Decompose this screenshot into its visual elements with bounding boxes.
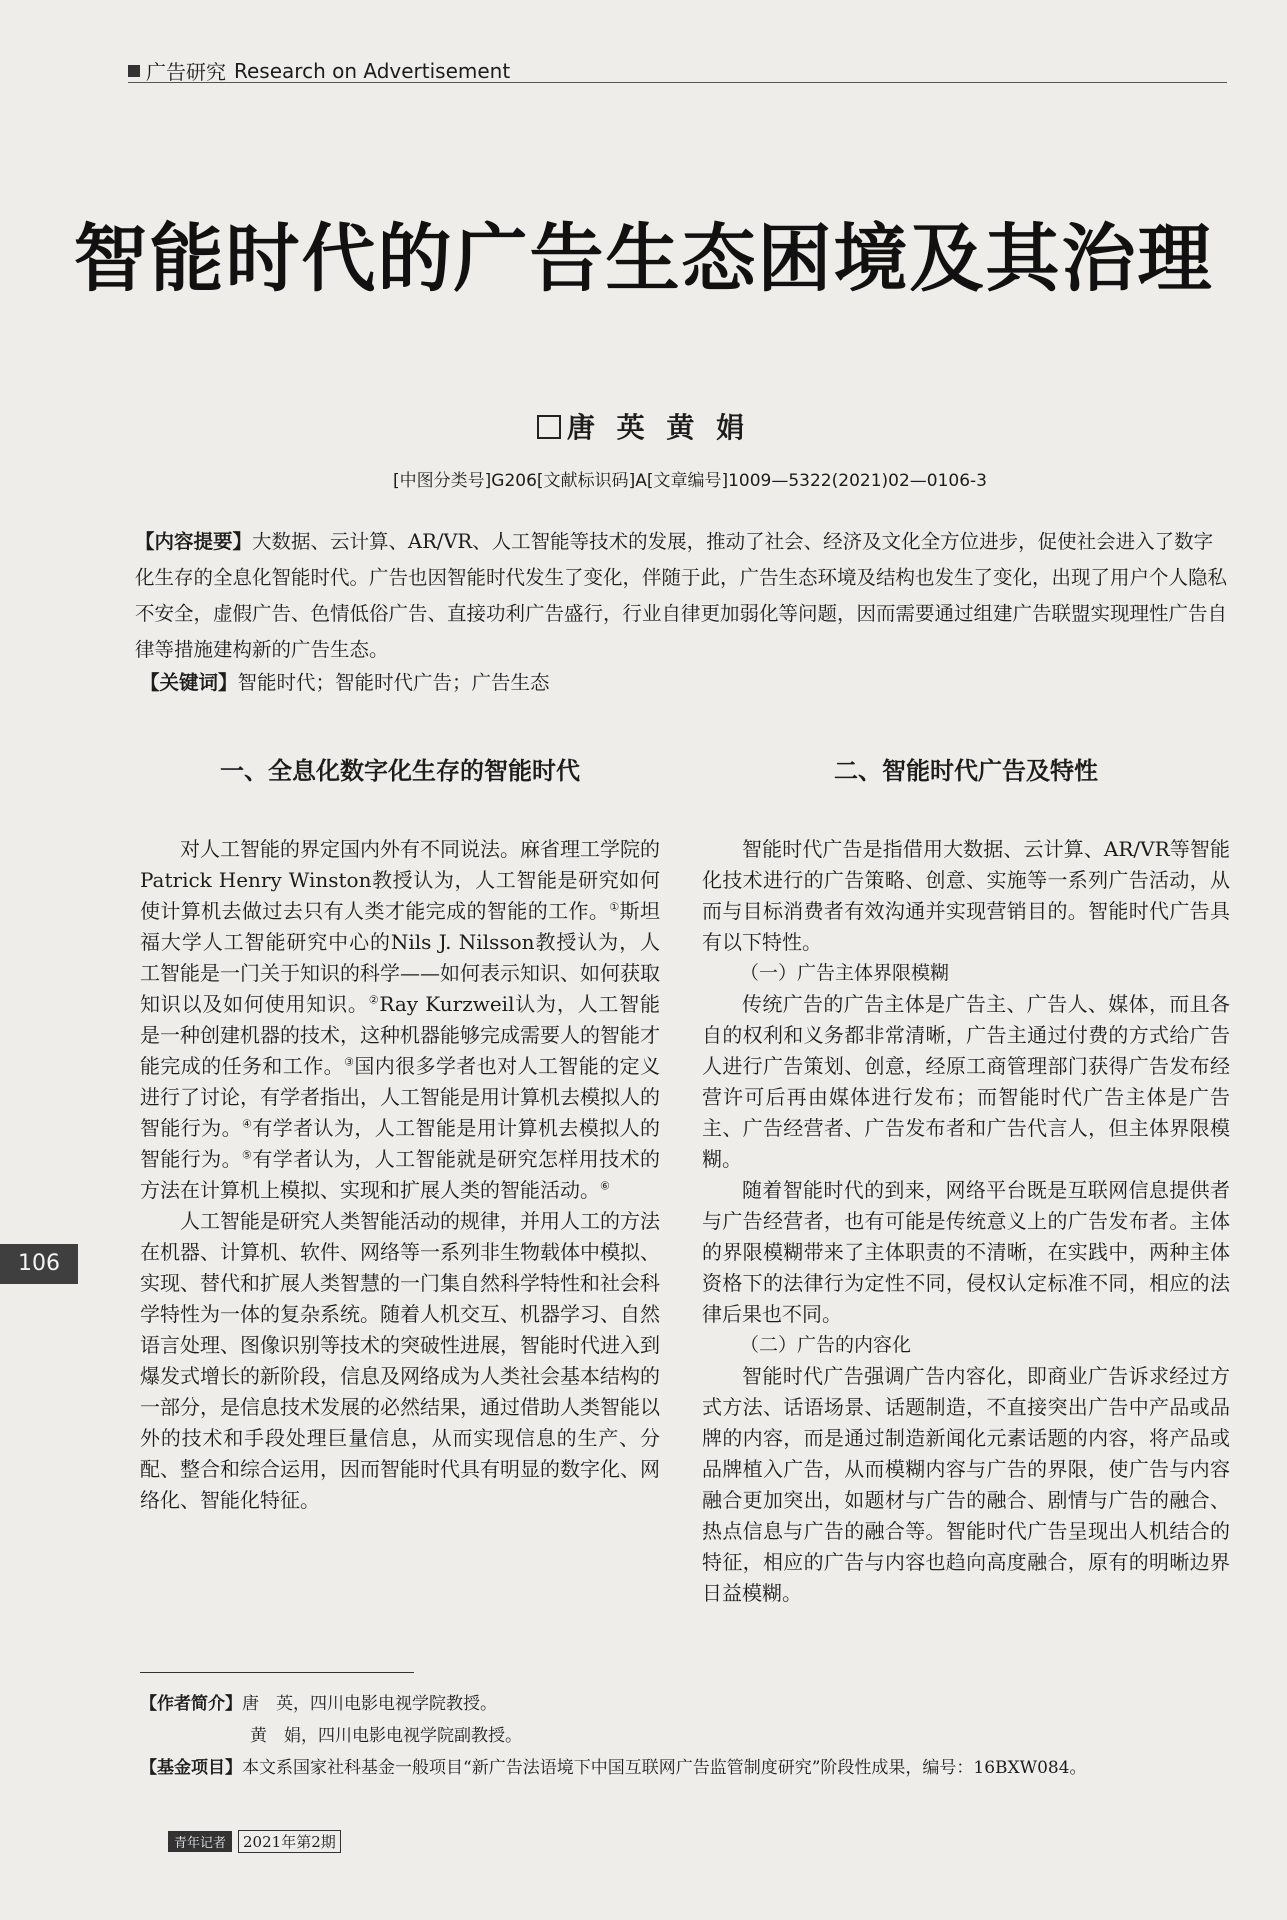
fund-text: 本文系国家社科基金一般项目“新广告法语境下中国互联网广告监管制度研究”阶段性成果，编号：16BXW084。: [242, 1758, 1087, 1778]
subheading-2: （二）广告的内容化: [740, 1334, 912, 1356]
keywords-label: 【关键词】: [140, 671, 238, 694]
issue-label: 2021年第2期: [238, 1830, 341, 1853]
running-header: [128, 56, 510, 85]
footnote-ref: ②: [368, 993, 380, 1007]
article-title: 智能时代的广告生态困境及其治理: [73, 216, 1214, 302]
right-column: [702, 755, 1230, 1609]
section-name-en: Research on Advertisement: [234, 58, 511, 83]
paragraph: 传统广告的广告主体是广告主、广告人、媒体，而且各自的权利和义务都非常清晰，广告主通过付费的方式给广告人进行广告策划、创意，经原工商管理部门获得广告发布经营许可后再由媒体进行发布；而智能时代广告主体是广告主、广告经营者、广告发布者和广告代言人，但主体界限模糊。: [702, 992, 1230, 1171]
author-bio-text: 唐 英，四川电影电视学院教授。: [242, 1694, 497, 1714]
footnote-ref: ⑥: [600, 1179, 610, 1193]
abstract-label: 【内容提要】: [135, 530, 253, 553]
footnote-rule: [140, 1672, 414, 1673]
paragraph: 智能时代广告强调广告内容化，即商业广告诉求经过方式方法、话语场景、话题制造，不直接突出广告中产品或品牌的内容，而是通过制造新闻化元素话题的内容，将产品或品牌植入广告，从而模糊内容与广告的界限，使广告与内容融合更加突出，如题材与广告的融合、剧情与广告的融合、热点信息与广告的融合等。智能时代广告呈现出人机结合的特征，相应的广告与内容也趋向高度融合，原有的明晰边界日益模糊。: [702, 1364, 1230, 1605]
keywords: [140, 665, 1227, 701]
footnotes: [140, 1688, 1227, 1784]
author-line: [0, 406, 1287, 446]
text-run: 有学者认为，人工智能是用计算机去模拟人的智能行为。: [140, 1116, 661, 1171]
author-bio-1: [140, 1688, 1227, 1720]
subheading-1: （一）广告主体界限模糊: [740, 962, 950, 984]
paragraph: 智能时代广告是指借用大数据、云计算、AR/VR等智能化技术进行的广告策略、创意、实施等一系列广告活动，从而与目标消费者有效沟通并实现营销目的。智能时代广告具有以下特性。: [702, 837, 1230, 954]
abstract-text: 大数据、云计算、AR/VR、人工智能等技术的发展，推动了社会、经济及文化全方位进步，促使社会进入了数字化生存的全息化智能时代。广告也因智能时代发生了变化，伴随于此，广告生态环境及结构也发生了变化，出现了用户个人隐私不安全，虚假广告、色情低俗广告、直接功利广告盛行，行业自律更加弱化等问题，因而需要通过组建广告联盟实现理性广告自律等措施建构新的广告生态。: [135, 530, 1228, 661]
classification-line: [中图分类号]G206[文献标识码]A[文章编号]1009—5322(2021)02—0106-3: [393, 471, 987, 491]
author-names: 唐 英 黄 娟: [566, 411, 751, 444]
section-heading-1: 一、全息化数字化生存的智能时代: [220, 757, 580, 785]
fund-note: [140, 1752, 1227, 1784]
keywords-text: 智能时代；智能时代广告；广告生态: [237, 671, 550, 694]
square-bullet-icon: [128, 65, 140, 77]
text-run: 斯坦福大学人工智能研究中心的Nils J. Nilsson教授认为，人工智能是一门关于知识的科学——如何表示知识、如何获取知识以及如何使用知识。: [140, 899, 661, 1016]
journal-logo: 青年记者: [168, 1831, 232, 1852]
text-run: 对人工智能的界定国内外有不同说法。麻省理工学院的Patrick Henry Winston教授认为，人工智能是研究如何使计算机去做过去只有人类才能完成的智能的工作。: [140, 837, 660, 923]
paragraph: 人工智能是研究人类智能活动的规律，并用人工的方法在机器、计算机、软件、网络等一系列非生物载体中模拟、实现、替代和扩展人类智慧的一门集自然科学特性和社会科学特性为一体的复杂系统。随着人机交互、机器学习、自然语言处理、图像识别等技术的突破性进展，智能时代进入到爆发式增长的新阶段，信息及网络成为人类社会基本结构的一部分，是信息技术发展的必然结果，通过借助人类智能以外的技术和手段处理巨量信息，从而实现信息的生产、分配、整合和综合运用，因而智能时代具有明显的数字化、网络化、智能化特征。: [140, 1209, 660, 1512]
footnote-ref: ③: [344, 1055, 355, 1069]
text-run: 国内很多学者也对人工智能的定义进行了讨论，有学者指出，人工智能是用计算机去模拟人的智能行为。: [140, 1054, 661, 1140]
page-number: 106: [0, 1244, 78, 1284]
author-bio-2: 黄 娟，四川电影电视学院副教授。: [250, 1726, 522, 1746]
left-column: [140, 755, 660, 1516]
header-rule: [128, 82, 1227, 83]
footnote-ref: ①: [609, 900, 620, 914]
abstract: [135, 524, 1227, 668]
section-name-cn: 广告研究: [146, 60, 226, 84]
footnote-ref: ⑤: [242, 1148, 253, 1162]
author-bio-label: 【作者简介】: [140, 1694, 242, 1714]
paragraph: 随着智能时代的到来，网络平台既是互联网信息提供者与广告经营者，也有可能是传统意义上的广告发布者。主体的界限模糊带来了主体职责的不清晰，在实践中，两种主体资格下的法律行为定性不同，侵权认定标准不同，相应的法律后果也不同。: [702, 1178, 1230, 1326]
page-footer: [168, 1830, 341, 1853]
footnote-ref: ④: [242, 1117, 253, 1131]
text-run: 有学者认为，人工智能就是研究怎样用技术的方法在计算机上模拟、实现和扩展人类的智能活动。: [140, 1147, 661, 1202]
paragraph: [140, 834, 660, 1206]
square-box-icon: [537, 415, 561, 439]
text-run: Ray Kurzweil认为，人工智能是一种创建机器的技术，这种机器能够完成需要人的智能才能完成的任务和工作。: [140, 992, 661, 1078]
section-heading-2: 二、智能时代广告及特性: [834, 757, 1098, 785]
fund-label: 【基金项目】: [140, 1758, 242, 1778]
